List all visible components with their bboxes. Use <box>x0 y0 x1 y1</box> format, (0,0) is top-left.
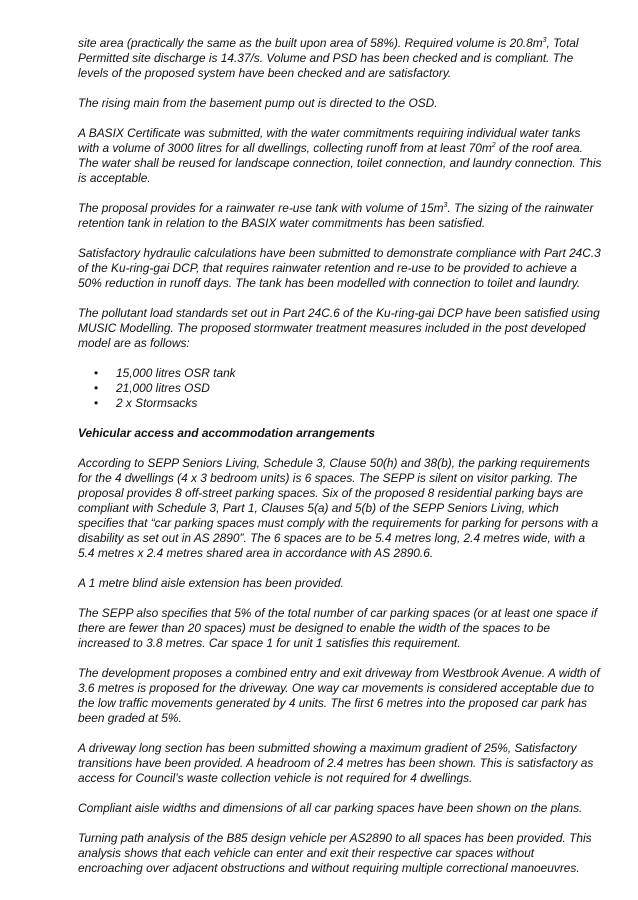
paragraph-turning-path: Turning path analysis of the B85 design vehicle per AS2890 to all spaces has been provided. This analysis shows that each vehicle can enter and exit their respective car spaces without encroaching over adjacent obstructions and without requiring multiple correctional manoeuvres. <box>78 831 592 875</box>
list-item: • 2 x Stormsacks <box>94 396 198 410</box>
bullet-icon: • <box>94 381 99 395</box>
section-heading-vehicular-access: Vehicular access and accommodation arrangements <box>78 426 375 440</box>
paragraph-hydraulic-calculations: Satisfactory hydraulic calculations have been submitted to demonstrate compliance with Part 24C.3 of the Ku-ring-gai DCP, that requires rainwater retention and re-use to be provided to achieve a 50% reduction in runoff days. The tank has been modelled with connection to toilet and laundry. <box>78 246 601 290</box>
paragraph-rising-main: The rising main from the basement pump out is directed to the OSD. <box>78 96 438 110</box>
list-item: • 15,000 litres OSR tank <box>94 366 236 380</box>
paragraph-aisle-widths: Compliant aisle widths and dimensions of all car parking spaces have been shown on the plans. <box>78 801 583 815</box>
paragraph-site-area: site area (practically the same as the built upon area of 58%). Required volume is $20.8m^3$, Total Permitted site discharge is 14.37/s. Volume and PSD has been checked and is compliant. The levels of the proposed system have been checked and are satisfactory. <box>78 36 579 80</box>
paragraph-sepp-width: The SEPP also specifies that 5% of the total number of car parking spaces (or at least one space if there are fewer than 20 spaces) must be designed to enable the width of the spaces to be increased to 3.8 metres. Car space 1 for unit 1 satisfies this requirement. <box>78 606 598 650</box>
document-body <box>78 36 602 876</box>
paragraph-pollutant-load: The pollutant load standards set out in Part 24C.6 of the Ku-ring-gai DCP have been satisfied using MUSIC Modelling. The proposed stormwater treatment measures included in the post developed model are as follows: <box>78 306 600 350</box>
paragraph-basix-certificate: A BASIX Certificate was submitted, with the water commitments requiring individual water tanks with a volume of 3000 litres for all dwellings, collecting runoff from at least $70m^2$ of the roof area. The water shall be reused for landscape connection, toilet connection, and laundry connection. This is acceptable. <box>78 126 602 185</box>
bullet-icon: • <box>94 366 99 380</box>
paragraph-driveway: The development proposes a combined entry and exit driveway from Westbrook Avenue. A width of 3.6 metres is proposed for the driveway. One way car movements is considered acceptable due to the low traffic movements generated by 4 units. The first 6 metres into the proposed car park has been graded at 5%. <box>78 666 600 725</box>
paragraph-sepp-parking: According to SEPP Seniors Living, Schedule 3, Clause 50(h) and 38(b), the parking requirements for the 4 dwellings (4 x 3 bedroom units) is 6 spaces. The SEPP is silent on visitor parking. The proposal provides 8 off-street parking spaces. Six of the proposed 8 residential parking bays are compliant with Schedule 3, Part 1, Clauses 5(a) and 5(b) of the SEPP Seniors Living, which specifies that “car parking spaces must comply with the requirements for parking for persons with a disability as set out in AS 2890”. The 6 spaces are to be 5.4 metres long, 2.4 metres wide, with a 5.4 metres x 2.4 metres shared area in accordance with AS 2890.6. <box>78 456 599 560</box>
paragraph-long-section: A driveway long section has been submitted showing a maximum gradient of 25%, Satisfactory transitions have been provided. A headroom of 2.4 metres has been shown. This is satisfactory as access for Council’s waste collection vehicle is not required for 4 dwellings. <box>78 741 594 785</box>
paragraph-rainwater-tank: The proposal provides for a rainwater re-use tank with volume of $15m^3$. The sizing of the rainwater retention tank in relation to the BASIX water commitments has been satisfied. <box>78 201 594 230</box>
bullet-icon: • <box>94 396 99 410</box>
list-item: • 21,000 litres OSD <box>94 381 210 395</box>
paragraph-blind-aisle: A 1 metre blind aisle extension has been provided. <box>78 576 344 590</box>
treatment-measures-list <box>78 366 602 411</box>
